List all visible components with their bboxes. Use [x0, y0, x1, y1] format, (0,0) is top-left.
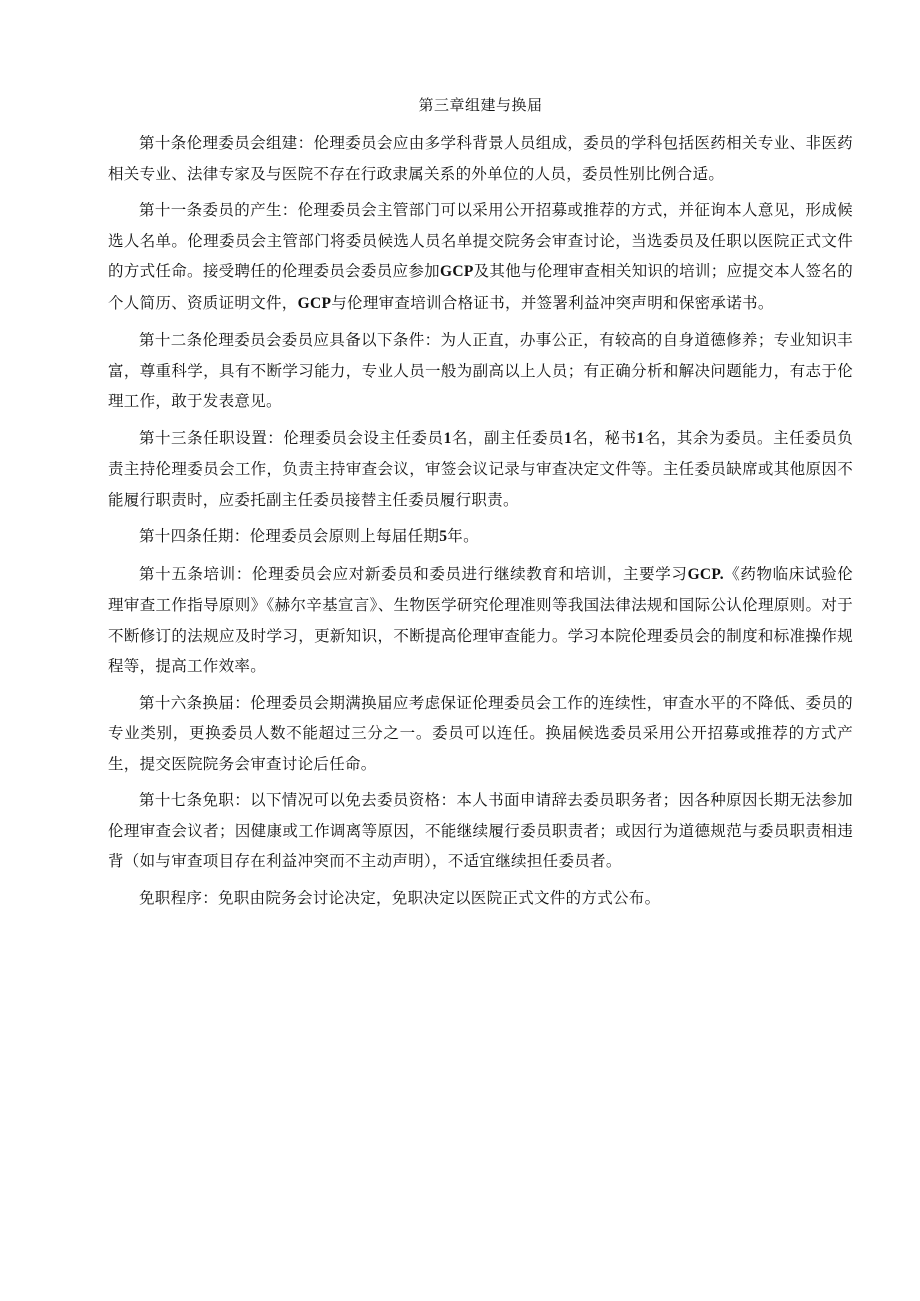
document-page [108, 94, 853, 919]
article-10: 第十条伦理委员会组建：伦理委员会应由多学科背景人员组成，委员的学科包括医药相关专业、非医药相关专业、法律专家及与医院不存在行政隶属关系的外单位的人员，委员性别比例合适。 [108, 134, 853, 183]
article-12: 第十二条伦理委员会委员应具备以下条件：为人正直，办事公正，有较高的自身道德修养；专业知识丰富，尊重科学，具有不断学习能力，专业人员一般为副高以上人员；有正确分析和解决问题能力，有志于伦理工作，敢于发表意见。 [108, 331, 853, 410]
article-15: 第十五条培训：伦理委员会应对新委员和委员进行继续教育和培训，主要学习GCP.《药物临床试验伦理审查工作指导原则》《赫尔辛基宣言》、生物医学研究伦理准则等我国法律法规和国际公认伦理原则。对于不断修订的法规应及时学习，更新知识，不断提高伦理审查能力。学习本院伦理委员会的制度和标准操作规程等，提高工作效率。 [108, 564, 854, 675]
article-17: 第十七条免职：以下情况可以免去委员资格：本人书面申请辞去委员职务者；因各种原因长期无法参加伦理审查会议者；因健康或工作调离等原因，不能继续履行委员职责者；或因行为道德规范与委员职责相违背（如与审查项目存在利益冲突而不主动声明），不适宜继续担任委员者。 [108, 791, 853, 870]
article-13: 第十三条任职设置：伦理委员会设主任委员1名，副主任委员1名，秘书1名，其余为委员。主任委员负责主持伦理委员会工作，负责主持审查会议，审签会议记录与审查决定文件等。主任委员缺席或其他原因不能履行职责时，应委托副主任委员接替主任委员履行职责。 [108, 428, 853, 509]
article-14: 第十四条任期：伦理委员会原则上每届任期5年。 [139, 527, 479, 545]
chapter-title: 第三章组建与换届 [418, 96, 543, 114]
article-16: 第十六条换届：伦理委员会期满换届应考虑保证伦理委员会工作的连续性，审查水平的不降低、委员的专业类别，更换委员人数不能超过三分之一。委员可以连任。换届候选委员采用公开招募或推荐的方式产生，提交医院院务会审查讨论后任命。 [108, 693, 853, 773]
dismissal-procedure: 免职程序：免职由院务会讨论决定，免职决定以医院正式文件的方式公布。 [139, 888, 661, 907]
article-11: 第十一条委员的产生：伦理委员会主管部门可以采用公开招募或推荐的方式，并征询本人意见，形成候选人名单。伦理委员会主管部门将委员候选人员名单提交院务会审查讨论，当选委员及任职以医院正式文件的方式任命。接受聘任的伦理委员会委员应参加GCP及其他与伦理审查相关知识的培训；应提交本人签名的个人简历、资质证明文件，GCP与伦理审查培训合格证书，并签署利益冲突声明和保密承诺书。 [108, 201, 854, 312]
